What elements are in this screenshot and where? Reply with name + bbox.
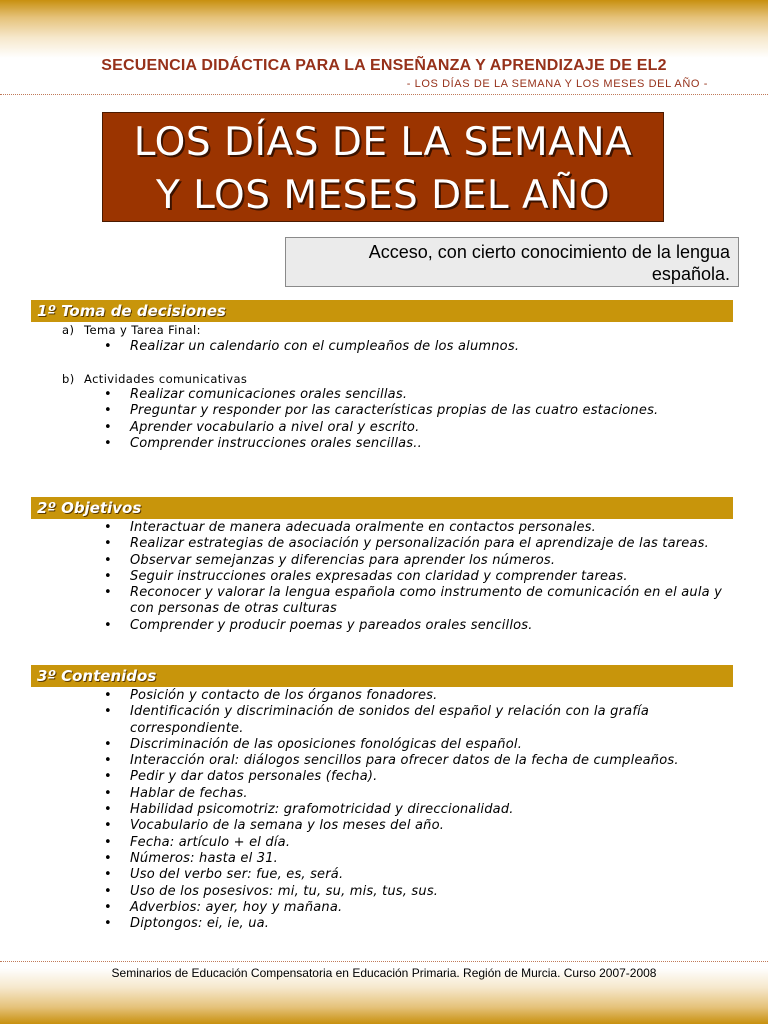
list-item: • Fecha: artículo + el día. — [104, 835, 724, 851]
list-item: • Números: hasta el 31. — [104, 851, 724, 867]
list-item: • Pedir y dar datos personales (fecha). — [104, 769, 724, 785]
list-item: • Reconocer y valorar la lengua española como instrumento de comunicación en el aula y con personas de otras culturas — [104, 585, 724, 618]
list-item: • Seguir instrucciones orales expresadas con claridad y comprender tareas. — [104, 569, 724, 585]
document-footer: Seminarios de Educación Compensatoria en Educación Primaria. Región de Murcia. Curso 2007-2008 — [111, 966, 657, 980]
list-item: • Uso de los posesivos: mi, tu, su, mis, tus, sus. — [104, 884, 724, 900]
main-title-line-1: LOS DÍAS DE LA SEMANA — [133, 120, 633, 165]
list-item: • Interactuar de manera adecuada oralmente en contactos personales. — [104, 520, 724, 536]
list-item: • Posición y contacto de los órganos fonadores. — [104, 688, 724, 704]
list-item: • Identificación y discriminación de sonidos del español y relación con la grafía correspondiente. — [104, 704, 724, 737]
main-title-line-2: Y LOS MESES DEL AÑO — [155, 173, 611, 218]
list-item: • Diptongos: ei, ie, ua. — [104, 916, 724, 932]
section-heading-objetivos: 2º Objetivos — [31, 497, 733, 519]
bullet-list-contenidos — [104, 688, 724, 932]
list-item: • Preguntar y responder por las características propias de las cuatro estaciones. — [104, 403, 724, 419]
list-item: • Realizar estrategias de asociación y personalización para el aprendizaje de las tareas. — [104, 536, 724, 552]
list-item: • Hablar de fechas. — [104, 786, 724, 802]
list-item: • Comprender y producir poemas y pareados orales sencillos. — [104, 618, 724, 634]
subsection-letter: a) — [62, 323, 75, 337]
list-item: • Realizar un calendario con el cumpleaños de los alumnos. — [104, 339, 724, 355]
list-item: • Uso del verbo ser: fue, es, será. — [104, 867, 724, 883]
top-gradient-band — [0, 0, 768, 58]
document-header-title: SECUENCIA DIDÁCTICA PARA LA ENSEÑANZA Y APRENDIZAJE DE EL2 — [101, 57, 667, 74]
list-item: • Comprender instrucciones orales sencillas.. — [104, 436, 724, 452]
section-heading-toma-de-decisiones: 1º Toma de decisiones — [31, 300, 733, 322]
footer-divider — [0, 961, 768, 962]
subsection-label-b — [62, 372, 247, 386]
access-level-box: Acceso, con cierto conocimiento de la lengua española. — [285, 237, 739, 287]
list-item: • Observar semejanzas y diferencias para aprender los números. — [104, 553, 724, 569]
subsection-label-a — [62, 323, 201, 337]
list-item: • Adverbios: ayer, hoy y mañana. — [104, 900, 724, 916]
bullet-list-tema — [104, 339, 724, 355]
list-item: • Realizar comunicaciones orales sencillas. — [104, 387, 724, 403]
list-item: • Habilidad psicomotriz: grafomotricidad y direccionalidad. — [104, 802, 724, 818]
bullet-list-actividades — [104, 387, 724, 452]
main-title-box — [102, 112, 664, 222]
subsection-letter: b) — [62, 372, 75, 386]
bullet-list-objetivos — [104, 520, 724, 634]
subsection-text: Tema y Tarea Final: — [84, 323, 201, 337]
list-item: • Vocabulario de la semana y los meses del año. — [104, 818, 724, 834]
header-divider — [0, 94, 768, 95]
list-item: • Interacción oral: diálogos sencillos para ofrecer datos de la fecha de cumpleaños. — [104, 753, 724, 769]
list-item: • Discriminación de las oposiciones fonológicas del español. — [104, 737, 724, 753]
list-item: • Aprender vocabulario a nivel oral y escrito. — [104, 420, 724, 436]
subsection-text: Actividades comunicativas — [84, 372, 248, 386]
document-header-subtitle: - LOS DÍAS DE LA SEMANA Y LOS MESES DEL AÑO - — [406, 78, 708, 90]
section-heading-contenidos: 3º Contenidos — [31, 665, 733, 687]
